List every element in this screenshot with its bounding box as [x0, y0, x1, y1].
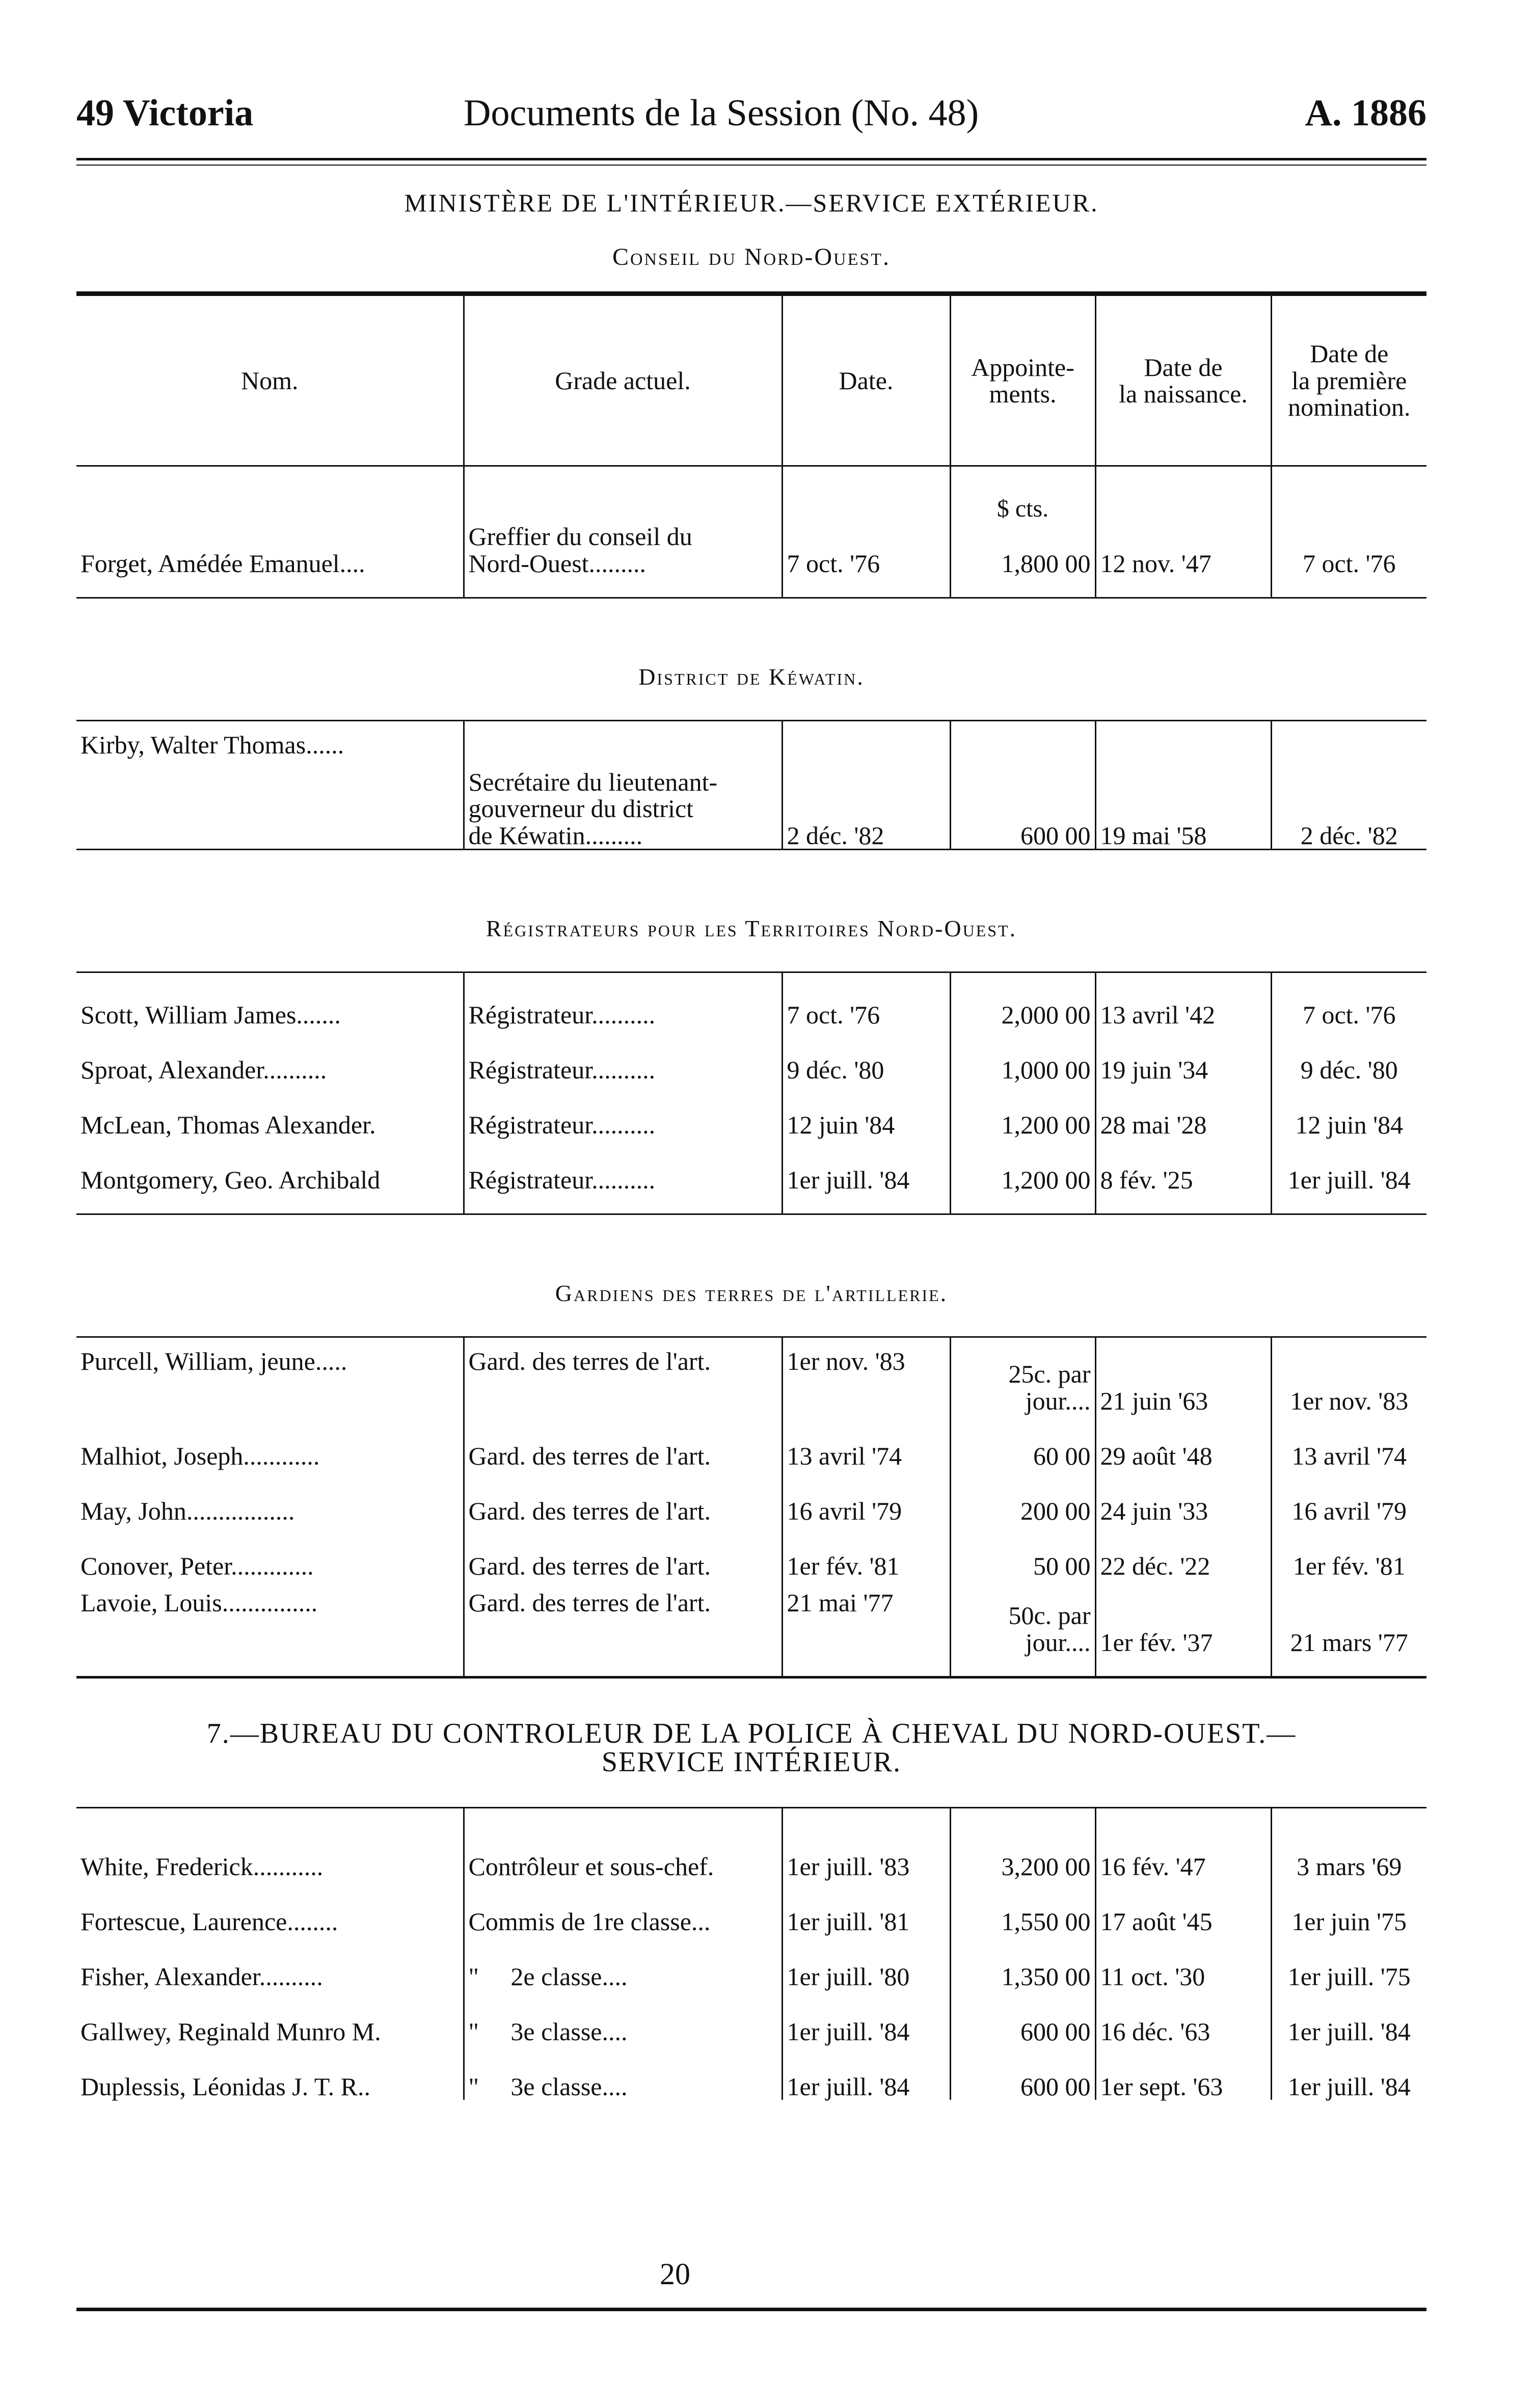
premiere-nomination-cell: 7 oct. '76	[1271, 972, 1426, 1029]
ministry-heading: MINISTÈRE DE L'INTÉRIEUR.—SERVICE EXTÉRIEUR.	[404, 188, 1099, 217]
date-cell: 1er juill. '80	[782, 1935, 950, 1990]
nom-cell: Purcell, William, jeune.....	[80, 1347, 347, 1375]
naissance-cell: 11 oct. '30	[1095, 1935, 1271, 1990]
grade-cell: Régistrateur..........	[464, 1138, 782, 1193]
naissance-cell: 12 nov. '47	[1095, 522, 1271, 577]
grade-cell: Régistrateur..........	[464, 972, 782, 1029]
table-row	[76, 1524, 1426, 1579]
appointements-cell: 2,000 00	[950, 972, 1095, 1029]
document-page	[76, 76, 1426, 2100]
section-row	[76, 598, 1426, 721]
date-cell: 1er juill. '83	[782, 1808, 950, 1880]
col-date: Date.	[782, 296, 950, 466]
col-premiere-nomination: Date de la première nomination.	[1271, 296, 1426, 466]
premiere-nomination-cell: 12 juin '84	[1271, 1083, 1426, 1138]
table-row	[76, 1880, 1426, 1935]
section-row	[76, 1214, 1426, 1337]
appointements-cell: 600 00	[950, 1990, 1095, 2045]
appointements-cell: 50 00	[950, 1524, 1095, 1579]
date-cell: 2 déc. '82	[782, 721, 950, 850]
council-heading: Conseil du Nord-Ouest.	[612, 243, 891, 270]
premiere-nomination-cell: 16 avril '79	[1271, 1469, 1426, 1524]
premiere-nomination-cell: 1er nov. '83	[1271, 1337, 1426, 1415]
appointements-cell: 1,800 00	[950, 522, 1095, 577]
premiere-nomination-cell: 1er juill. '84	[1271, 1138, 1426, 1193]
naissance-cell: 13 avril '42	[1095, 972, 1271, 1029]
appointements-cell: 600 00	[950, 721, 1095, 850]
nom-cell: Duplessis, Léonidas J. T. R..	[80, 2072, 370, 2101]
date-cell: 1er juill. '81	[782, 1880, 950, 1935]
grade-cell: Gard. des terres de l'art.	[464, 1337, 782, 1415]
naissance-cell: 19 mai '58	[1095, 721, 1271, 850]
nom-cell: Kirby, Walter Thomas......	[80, 730, 344, 759]
naissance-cell: 17 août '45	[1095, 1880, 1271, 1935]
nom-cell: Scott, William James.......	[80, 1000, 341, 1029]
table-row	[76, 972, 1426, 1029]
appointements-cell: 60 00	[950, 1414, 1095, 1469]
table-row	[76, 1337, 1426, 1415]
grade-cell: Greffier du conseil du Nord-Ouest.........	[464, 522, 782, 577]
section-title-gardiens: Gardiens des terres de l'artillerie.	[76, 1214, 1426, 1337]
appointements-cell: 200 00	[950, 1469, 1095, 1524]
date-cell: 12 juin '84	[782, 1083, 950, 1138]
grade-cell: Régistrateur..........	[464, 1083, 782, 1138]
date-cell: 13 avril '74	[782, 1414, 950, 1469]
appointements-cell: 600 00	[950, 2045, 1095, 2100]
table-row	[76, 1469, 1426, 1524]
section-row	[76, 1678, 1426, 1808]
date-cell: 1er nov. '83	[782, 1337, 950, 1415]
col-naissance: Date de la naissance.	[1095, 296, 1271, 466]
page-number: 20	[660, 2257, 690, 2291]
table-row	[76, 1138, 1426, 1193]
naissance-cell: 1er fév. '37	[1095, 1579, 1271, 1656]
column-header-row	[76, 296, 1426, 466]
appointements-cell: 25c. par jour....	[950, 1337, 1095, 1415]
premiere-nomination-cell: 21 mars '77	[1271, 1579, 1426, 1656]
nom-cell: Lavoie, Louis...............	[80, 1588, 318, 1617]
naissance-cell: 16 déc. '63	[1095, 1990, 1271, 2045]
date-cell: 1er juill. '84	[782, 2045, 950, 2100]
premiere-nomination-cell: 9 déc. '80	[1271, 1028, 1426, 1083]
table-row	[76, 1935, 1426, 1990]
section-title-registrateurs: Régistrateurs pour les Territoires Nord-Ouest.	[76, 850, 1426, 972]
nom-cell: May, John.................	[80, 1496, 295, 1525]
naissance-cell: 29 août '48	[1095, 1414, 1271, 1469]
grade-cell: Contrôleur et sous-chef.	[464, 1808, 782, 1880]
appointements-cell: 50c. par jour....	[950, 1579, 1095, 1656]
naissance-cell: 8 fév. '25	[1095, 1138, 1271, 1193]
table-row	[76, 1414, 1426, 1469]
section-row	[76, 850, 1426, 972]
nom-cell: Fortescue, Laurence........	[80, 1907, 338, 1936]
date-cell: 21 mai '77	[782, 1579, 950, 1656]
currency-units: $ cts.	[950, 466, 1095, 522]
grade-cell: Gard. des terres de l'art.	[464, 1414, 782, 1469]
table-row	[76, 522, 1426, 577]
premiere-nomination-cell: 3 mars '69	[1271, 1808, 1426, 1880]
section-title-bureau: 7.—BUREAU DU CONTROLEUR DE LA POLICE À CHEVAL DU NORD-OUEST.— SERVICE INTÉRIEUR.	[76, 1678, 1426, 1808]
premiere-nomination-cell: 1er juill. '84	[1271, 2045, 1426, 2100]
nom-cell: Forget, Amédée Emanuel....	[80, 549, 365, 578]
table-row	[76, 721, 1426, 850]
col-nom: Nom.	[76, 296, 464, 466]
year-label: A. 1886	[1305, 92, 1426, 134]
appointements-cell: 1,200 00	[950, 1083, 1095, 1138]
grade-cell: Commis de 1re classe...	[464, 1880, 782, 1935]
premiere-nomination-cell: 1er juill. '75	[1271, 1935, 1426, 1990]
appointements-cell: 1,000 00	[950, 1028, 1095, 1083]
premiere-nomination-cell: 7 oct. '76	[1271, 522, 1426, 577]
table-row	[76, 1028, 1426, 1083]
table-row	[76, 1579, 1426, 1656]
nom-cell: Montgomery, Geo. Archibald	[80, 1165, 381, 1194]
nom-cell: Gallwey, Reginald Munro M.	[80, 2017, 381, 2046]
grade-cell: Régistrateur..........	[464, 1028, 782, 1083]
nom-cell: Malhiot, Joseph............	[80, 1441, 320, 1470]
table-row	[76, 1808, 1426, 1880]
naissance-cell: 19 juin '34	[1095, 1028, 1271, 1083]
date-cell: 7 oct. '76	[782, 972, 950, 1029]
table-top-rule	[76, 291, 1426, 296]
session-volume: 49 Victoria	[76, 92, 254, 134]
date-cell: 1er juill. '84	[782, 1990, 950, 2045]
grade-cell: " 2e classe....	[464, 1935, 782, 1990]
appointements-cell: 1,350 00	[950, 1935, 1095, 1990]
appointements-cell: 1,550 00	[950, 1880, 1095, 1935]
naissance-cell: 22 déc. '22	[1095, 1524, 1271, 1579]
nom-cell: McLean, Thomas Alexander.	[80, 1110, 376, 1139]
date-cell: 7 oct. '76	[782, 522, 950, 577]
grade-cell: " 3e classe....	[464, 2045, 782, 2100]
table-row	[76, 1083, 1426, 1138]
premiere-nomination-cell: 1er juill. '84	[1271, 1990, 1426, 2045]
naissance-cell: 16 fév. '47	[1095, 1808, 1271, 1880]
table-row	[76, 466, 1426, 522]
grade-cell: Secrétaire du lieutenant- gouverneur du district de Kéwatin.........	[464, 721, 782, 850]
col-appointements: Appointe- ments.	[950, 296, 1095, 466]
date-cell: 9 déc. '80	[782, 1028, 950, 1083]
document-series: Documents de la Session (No. 48)	[464, 92, 979, 134]
section-title-keewatin: District de Kéwatin.	[76, 598, 1426, 721]
grade-cell: " 3e classe....	[464, 1990, 782, 2045]
naissance-cell: 28 mai '28	[1095, 1083, 1271, 1138]
grade-cell: Gard. des terres de l'art.	[464, 1524, 782, 1579]
col-grade: Grade actuel.	[464, 296, 782, 466]
premiere-nomination-cell: 2 déc. '82	[1271, 721, 1426, 850]
appointements-cell: 3,200 00	[950, 1808, 1095, 1880]
date-cell: 16 avril '79	[782, 1469, 950, 1524]
nom-cell: Conover, Peter.............	[80, 1551, 314, 1580]
nom-cell: Sproat, Alexander..........	[80, 1055, 327, 1084]
naissance-cell: 24 juin '33	[1095, 1469, 1271, 1524]
grade-cell: Gard. des terres de l'art.	[464, 1469, 782, 1524]
date-cell: 1er juill. '84	[782, 1138, 950, 1193]
running-head	[76, 76, 1426, 153]
header-rule	[76, 158, 1426, 166]
premiere-nomination-cell: 13 avril '74	[1271, 1414, 1426, 1469]
naissance-cell: 1er sept. '63	[1095, 2045, 1271, 2100]
staff-table	[76, 296, 1426, 2100]
footer-rule	[76, 2308, 1426, 2311]
table-row	[76, 1990, 1426, 2045]
nom-cell: White, Frederick...........	[80, 1852, 324, 1881]
grade-cell: Gard. des terres de l'art.	[464, 1579, 782, 1656]
nom-cell: Fisher, Alexander..........	[80, 1962, 323, 1991]
table-row	[76, 2045, 1426, 2100]
appointements-cell: 1,200 00	[950, 1138, 1095, 1193]
naissance-cell: 21 juin '63	[1095, 1337, 1271, 1415]
date-cell: 1er fév. '81	[782, 1524, 950, 1579]
premiere-nomination-cell: 1er juin '75	[1271, 1880, 1426, 1935]
premiere-nomination-cell: 1er fév. '81	[1271, 1524, 1426, 1579]
